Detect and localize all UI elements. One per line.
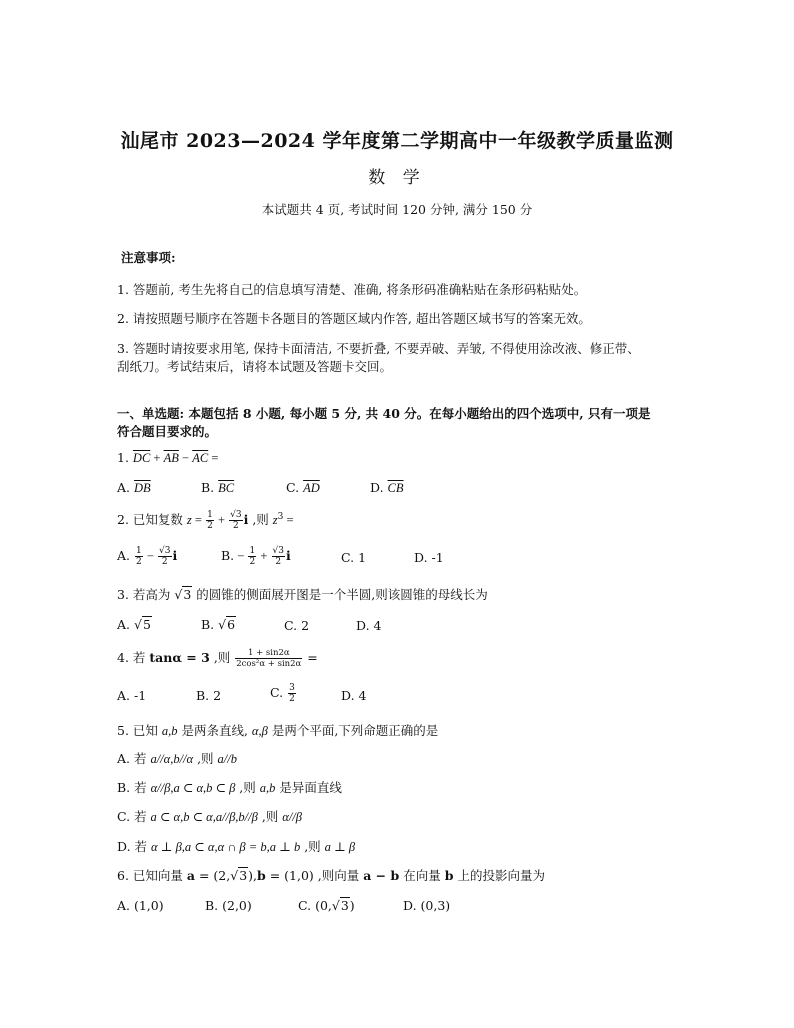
q5-option-b <box>117 778 342 796</box>
plus-sign: + <box>257 549 271 563</box>
option-result: a ⊥ β <box>324 840 356 854</box>
equals-sign: = <box>208 451 219 465</box>
option-label: B. <box>201 480 215 495</box>
option-value-end: ) <box>349 898 355 913</box>
notice-item-3-cont: 刮纸刀。考试结束后，请将本试题及答题卡交回。 <box>117 359 393 374</box>
option-condition: α ⊥ β,a ⊂ α,α ∩ β = b,a ⊥ b <box>151 840 301 854</box>
q3-option-b: B. √6 <box>201 617 236 632</box>
fraction-den: 2cos²α + sin2α <box>236 659 302 669</box>
q2-prefix: 2. 已知复数 <box>117 512 183 527</box>
q2-mid: ,则 <box>248 512 273 527</box>
fraction-den: 2 <box>161 557 168 567</box>
question-3: 3. 若高为 √3 的圆锥的侧面展开图是一个半圆,则该圆锥的母线长为 <box>117 587 488 602</box>
option-label: B. <box>201 617 215 632</box>
sqrt-radicand: 3 <box>340 898 349 913</box>
q2-option-c: C. 1 <box>341 550 367 565</box>
option-condition: a//α,b//α <box>150 752 194 766</box>
q5-stem-pre: 5. 已知 <box>117 723 162 738</box>
vector-b-value: = (1,0) <box>265 868 314 883</box>
question-5 <box>117 721 438 739</box>
vector-b: b <box>444 868 454 883</box>
question-6: 6. 已知向量 a = (2,√3),b = (1,0) ,则向量 a − b 在向量 b 上的投影向量为 <box>117 868 545 883</box>
fraction-den: 2 <box>275 557 282 567</box>
equals-sign: = <box>283 513 294 527</box>
option-then: ,则 <box>257 809 283 824</box>
fraction-num: 1 <box>136 546 142 556</box>
notice-item-1: 1. 答题前, 考生先将自己的信息填写清楚、准确, 将条形码准确粘贴在条形码粘贴处。 <box>117 282 587 297</box>
q5-option-d <box>117 837 355 855</box>
q6-pre: 6. 已知向量 <box>117 868 187 883</box>
plus-sign: + <box>214 513 229 527</box>
option-vector: $\overline{DB}$ <box>134 481 151 495</box>
fraction-num: 1 <box>207 510 213 520</box>
q3-pre: 3. 若高为 <box>117 587 175 602</box>
notice-item-3: 3. 答题时请按要求用笔, 保持卡面清洁, 不要折叠, 不要弄破、弄皱, 不得使用涂改液、修正带、 <box>117 341 640 356</box>
q5-planes: α,β <box>251 724 268 738</box>
exponent: 3 <box>277 511 284 522</box>
minus-sign: − <box>178 451 193 465</box>
imag-unit: i <box>286 548 291 563</box>
equals-sign: = <box>303 650 318 665</box>
q3-option-a: A. √5 <box>117 617 151 632</box>
q5-stem-mid: 是两条直线, <box>177 723 252 738</box>
option-then: ,则 <box>235 780 260 795</box>
q6-end: 上的投影向量为 <box>453 868 545 883</box>
vector-a-end: ), <box>248 868 257 883</box>
question-1 <box>117 450 218 466</box>
option-label: C. <box>270 685 284 700</box>
notice-heading: 注意事项: <box>121 250 176 265</box>
q1-option-c <box>286 480 320 496</box>
section-heading-cont: 符合题目要求的。 <box>117 424 218 439</box>
option-label: C. <box>286 480 300 495</box>
var-z: z <box>186 513 192 527</box>
q4-option-c <box>270 683 297 704</box>
option-then: ,则 <box>300 839 325 854</box>
q2-option-b <box>221 546 291 567</box>
q2-option-d: D. -1 <box>414 550 444 565</box>
option-condition: α//β,a ⊂ α,b ⊂ β <box>150 781 236 795</box>
q4-option-b: B. 2 <box>196 688 222 703</box>
option-vector: $\overline{BC}$ <box>218 481 235 495</box>
option-label: A. <box>117 548 131 563</box>
fraction-den: 2 <box>136 557 142 567</box>
fraction-den: 2 <box>207 521 213 531</box>
vector-ab: $\overline{AB}$ <box>163 451 179 465</box>
fraction-den: 2 <box>232 521 239 531</box>
fraction-sqrt3-half <box>229 510 242 531</box>
notice-item-2: 2. 请按照题号顺序在答题卡各题目的答题区域内作答, 超出答题区域书写的答案无效。 <box>117 311 591 326</box>
fraction-half <box>206 510 214 531</box>
q1-option-d <box>370 480 404 496</box>
q6-mid: ,则向量 <box>313 868 364 883</box>
var-z: z <box>272 513 278 527</box>
option-value-pre: (0, <box>311 898 332 913</box>
sqrt-radicand: 5 <box>142 617 151 632</box>
subject-title: 数 学 <box>368 168 426 188</box>
q3-option-c: C. 2 <box>284 618 310 633</box>
vector-a: a <box>186 868 195 883</box>
fraction-den: 2 <box>289 694 295 704</box>
option-result: a//b <box>217 752 237 766</box>
question-2 <box>117 510 294 531</box>
option-tail: 是异面直线 <box>275 780 342 795</box>
option-result: a,b <box>259 781 276 795</box>
imag-unit: i <box>243 512 249 527</box>
option-label: B. 若 <box>117 780 151 795</box>
fraction <box>272 546 285 567</box>
q1-option-a <box>117 480 151 496</box>
q5-option-a <box>117 749 237 767</box>
q4-pre: 4. 若 <box>117 650 150 665</box>
fraction-den: 2 <box>249 557 256 567</box>
option-label: C. <box>298 898 312 913</box>
option-label: A. <box>117 617 131 632</box>
exam-title: 汕尾市 2023—2024 学年度第二学期高中一年级教学质量监测 <box>120 130 674 152</box>
vector-dc: $\overline{DC}$ <box>132 451 151 465</box>
vector-a-minus-b: a − b <box>363 868 400 883</box>
q5-lines: a,b <box>161 724 178 738</box>
option-label: C. 若 <box>117 809 151 824</box>
q5-stem-end: 是两个平面,下列命题正确的是 <box>267 723 439 738</box>
plus-sign: + <box>150 451 164 465</box>
q4-option-a: A. -1 <box>117 688 147 703</box>
fraction <box>135 546 143 567</box>
option-label: D. 若 <box>117 839 151 854</box>
vector-ac: $\overline{AC}$ <box>192 451 209 465</box>
q4-option-d: D. 4 <box>341 688 367 703</box>
option-result: α//β <box>282 810 302 824</box>
q4-condition: tanα = 3 <box>149 650 210 665</box>
option-then: ,则 <box>193 751 218 766</box>
fraction <box>288 683 296 704</box>
imag-unit: i <box>172 548 178 563</box>
q6-option-b: B. (2,0) <box>205 898 252 913</box>
fraction <box>158 546 171 567</box>
q3-post: 的圆锥的侧面展开图是一个半圆,则该圆锥的母线长为 <box>192 587 488 602</box>
q2-option-a <box>117 546 177 567</box>
fraction-num: 1 <box>249 546 256 556</box>
q5-option-c <box>117 807 302 825</box>
vector-a-value: = (2, <box>194 868 231 883</box>
fraction-num: √3 <box>272 546 284 556</box>
option-vector: $\overline{CB}$ <box>387 481 404 495</box>
equals-sign: = <box>191 513 206 527</box>
q6-option-c: C. (0,√3) <box>298 898 355 913</box>
q4-fraction <box>235 648 302 669</box>
option-label: A. <box>117 480 131 495</box>
option-label: A. 若 <box>117 751 151 766</box>
sqrt-radicand: 6 <box>227 617 236 632</box>
fraction-num: √3 <box>230 510 242 520</box>
option-label: D. <box>370 480 384 495</box>
sqrt-radicand: 3 <box>183 587 192 602</box>
question-number: 1. <box>117 450 129 465</box>
section-heading: 一、单选题: 本题包括 8 小题, 每小题 5 分, 共 40 分。在每小题给出的四个选项中, 只有一项是 <box>117 406 651 421</box>
question-4 <box>117 648 318 669</box>
q4-mid: ,则 <box>209 650 235 665</box>
vector-b: b <box>257 868 266 883</box>
q1-option-b <box>201 480 234 496</box>
q6-option-a: A. (1,0) <box>117 898 164 913</box>
fraction-num: √3 <box>159 546 171 556</box>
q6-option-d: D. (0,3) <box>403 898 451 913</box>
fraction-num: 1 + sin2α <box>235 648 302 659</box>
minus-sign: − <box>234 549 248 563</box>
q6-mid2: 在向量 <box>399 868 445 883</box>
exam-info: 本试题共 4 页, 考试时间 120 分钟, 满分 150 分 <box>261 202 533 217</box>
option-label: B. <box>221 548 235 563</box>
fraction <box>248 546 256 567</box>
sqrt-radicand: 3 <box>239 868 248 883</box>
minus-sign: − <box>143 549 158 563</box>
option-condition: a ⊂ α,b ⊂ α,a//β,b//β <box>150 810 258 824</box>
fraction-num: 3 <box>289 683 295 693</box>
option-vector: $\overline{AD}$ <box>303 481 320 495</box>
q3-option-d: D. 4 <box>356 618 382 633</box>
